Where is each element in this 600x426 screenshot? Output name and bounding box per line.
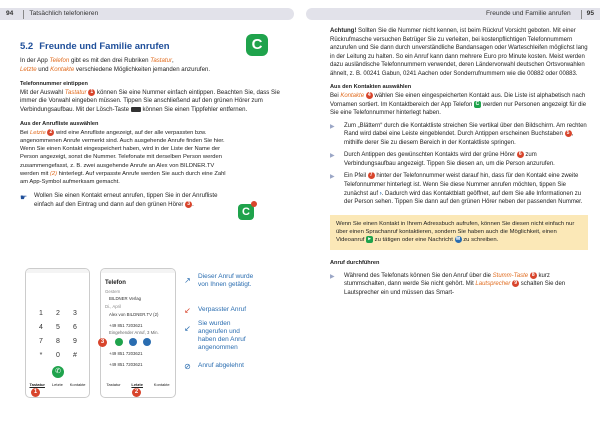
instruction-step: ▶ Während des Telefonats können Sie den Anruf über die Stumm-Taste 8 kurz stummschalten, dann werde Sie nicht gehört. Mit Lautsprecher 9 schalten Sie den Lautsprecher ein und müssen das Smart- xyxy=(330,271,566,296)
tab-kontakte[interactable]: Kontakte xyxy=(69,382,86,387)
list-item-detail: Eingehender Anruf, 3 Min. xyxy=(109,330,159,335)
subheading-nummer-eintippen: Telefonnummer eintippen xyxy=(20,80,88,87)
intro-paragraph: In der App Telefon gibt es mit den drei Rubriken Tastatur, Letzte und Kontakte verschiedene Möglichkeiten jemanden anzurufen. xyxy=(20,57,211,74)
message-icon: ✉ xyxy=(455,236,461,243)
callout-badge: 5 xyxy=(565,130,572,137)
subheading-anruf-durchfuehren: Anruf durchführen xyxy=(330,259,380,266)
list-section: Di., April xyxy=(105,304,121,309)
callout-badge: 2 xyxy=(47,129,54,136)
instruction-step: ▶ Zum „Blättern“ durch die Kontaktliste streichen Sie vertikal über den Bildschirm. Am rechten Rand wird dabei eine Leiste eingeblendet. Durch Antippen erscheinen Buchstaben 5 , mithilfe derer Sie zu diesem Bereich in der Kontaktliste springen. xyxy=(330,122,587,146)
dial-key[interactable]: 6 xyxy=(73,324,77,331)
info-note: Wenn Sie einen Kontakt in Ihrem Adressbuch aufrufen, können Sie diesen nicht einfach nur über einen Sprachanruf kontaktieren, sondern Sie haben auch die Möglichkeit, einen Videoanruf ▸ zu tätigen oder eine Nachricht ✉ zu schreiben. xyxy=(330,215,588,250)
rejected-call-icon: ⊘ xyxy=(184,361,191,371)
instruction-step: ▶ Ein Pfeil 7 hinter der Telefonnummer weist darauf hin, dass für den Kontakt eine zweite Telefonnummer hinterlegt ist. Wenn Sie diese Nummer anrufen möchten, tippen Sie zunächst auf ›. Dadurch wird das Kontaktblatt geöffnet, auf dem Sie alle Informationen zu der Person sehen. Tippen Sie dann auf den grünen Hörer neben der passenden Nummer. xyxy=(330,172,583,206)
callout-badge: 6 xyxy=(517,151,524,158)
instruction-step: ▶ Durch Antippen des gewünschten Kontakts wird der grüne Hörer 6 zum Verbindungsaufbau angezeigt. Tippen Sie diesen an, um die Person anzurufen. xyxy=(330,151,555,167)
incoming-call-icon: ↙ xyxy=(184,323,191,333)
header-divider xyxy=(581,10,582,19)
message-button[interactable] xyxy=(143,338,151,346)
legend-outgoing: Dieser Anruf wurde von Ihnen getätigt. xyxy=(198,273,254,289)
backspace-icon xyxy=(131,107,141,112)
left-page-content xyxy=(20,24,292,218)
page-number: 95 xyxy=(586,10,594,18)
app-title: Telefon xyxy=(105,280,126,286)
telefon-app-icon-with-count: C xyxy=(238,204,254,220)
legend-missed: Verpasster Anruf xyxy=(198,306,247,313)
telefon-app-icon: C xyxy=(475,100,480,107)
phone-screenshot-call-list xyxy=(100,268,176,398)
dial-key[interactable]: * xyxy=(39,352,43,359)
callout-badge: 1 xyxy=(88,89,95,96)
missed-call-icon: ↙ xyxy=(184,305,191,315)
legend-rejected: Anruf abgelehnt xyxy=(198,362,244,369)
phone-screenshot-dialpad xyxy=(25,268,90,398)
pointer-hint: ☛ Wollen Sie einen Kontakt erneut anrufen, tippen Sie in der Anrufliste einfach auf den Eintrag und dann auf den grünen Hörer 3 . xyxy=(20,192,218,208)
dial-key[interactable]: # xyxy=(73,352,77,359)
subheading-kontakte: Aus den Kontakten auswählen xyxy=(330,84,412,91)
callout-badge: 3 xyxy=(98,338,107,347)
dial-key[interactable]: 7 xyxy=(39,338,43,345)
right-page-header xyxy=(306,8,600,20)
right-page-content xyxy=(330,24,588,297)
dial-key[interactable]: 1 xyxy=(39,310,43,317)
header-title: Freunde und Familie anrufen xyxy=(485,10,571,18)
step-bullet-icon: ▶ xyxy=(330,153,335,160)
section-title: 5.2 Freunde und Familie anrufen xyxy=(20,41,170,52)
chevron-right-icon: › xyxy=(379,190,382,197)
callout-badge: 1 xyxy=(31,388,40,397)
missed-call-dot xyxy=(251,201,257,207)
tab-kontakte[interactable]: Kontakte xyxy=(153,382,170,387)
list-item[interactable]: +49 851 7203621 xyxy=(109,351,143,356)
subheading-anrufliste: Aus der Anrufliste auswählen xyxy=(20,120,99,127)
callout-badge: 4 xyxy=(366,92,373,99)
legend-incoming: Sie wurden angerufen und haben den Anruf angenommen xyxy=(198,320,246,352)
bottom-tabs xyxy=(101,382,175,388)
dial-key[interactable]: 0 xyxy=(56,352,60,359)
step-bullet-icon: ▶ xyxy=(330,273,335,280)
list-item[interactable]: +49 851 7203621 xyxy=(109,362,143,367)
video-call-icon: ▸ xyxy=(366,236,373,243)
callout-badge: 2 xyxy=(132,388,141,397)
bottom-tabs xyxy=(26,382,89,388)
telefon-app-icon: C xyxy=(246,34,268,56)
step-bullet-icon: ▶ xyxy=(330,123,335,130)
header-divider xyxy=(23,10,24,19)
paragraph-kontakte: Bei Kontakte 4 wählen Sie einen eingespeicherten Kontakt aus. Die Liste ist alphabetisch nach Vornamen sortiert. Im Kontaktbereich der App Telefon C werden nur Personen angezeigt für die Sie eine Telefonnummer hinterlegt haben. xyxy=(330,92,587,117)
list-item[interactable]: BILDNER Verlag xyxy=(109,296,142,301)
call-button[interactable]: ✆ xyxy=(52,366,64,378)
status-bar xyxy=(26,269,89,273)
dial-key[interactable]: 9 xyxy=(73,338,77,345)
left-page-header xyxy=(0,8,294,20)
pointing-hand-icon: ☛ xyxy=(20,193,28,203)
tab-tastatur[interactable]: Tastatur xyxy=(106,382,121,387)
dial-key[interactable]: 8 xyxy=(56,338,60,345)
tab-letzte[interactable]: Letzte xyxy=(51,382,63,387)
call-button[interactable] xyxy=(115,338,123,346)
callout-badge: 7 xyxy=(368,172,375,179)
list-item[interactable]: Alex von BILDNER.TV (2) xyxy=(109,312,159,317)
dial-key[interactable]: 2 xyxy=(56,310,60,317)
status-bar xyxy=(101,269,175,273)
step-bullet-icon: ▶ xyxy=(330,174,335,181)
list-section: Gestern xyxy=(105,289,121,294)
paragraph-nummer-eintippen: Mit der Auswahl Tastatur 1 können Sie eine Nummer einfach eintippen. Beachten Sie, dass Sie immer die Vorwahl eingeben müssen. Tippen Sie anschließend auf den grünen Hörer zum Verbindungsaufbau. Mit der Lösch-Taste können Sie einen Tippfehler entfernen. xyxy=(20,88,280,114)
dial-key[interactable]: 3 xyxy=(73,310,77,317)
warning-paragraph: Achtung! Sollten Sie die Nummer nicht kennen, ist beim Rückruf Vorsicht geboten. Mit einer Rückrufmasche versuchen Betrüger Sie zu verleiten, bei kostenpflichtigen Telefonnummern anzurufen und Sie dann durch unverständliche Bandansagen oder Warteschleifen möglichst lang in der Leitung zu halten. So ein Anruf kann dann mehrere Euro pro Minute kosten. Meist werden dazu ausländische Telefonnummern verwendet, deren Ländervorwahl deutschen Ortsvorwahlen ähnelt, z. B. 00241 Gabun, 0241 Aachen oder Sonderrufnummern wie die 00882 oder 00883. xyxy=(330,28,588,77)
callout-badge: 8 xyxy=(530,272,537,279)
outgoing-call-icon: ↗ xyxy=(184,275,191,285)
callout-badge: 3 xyxy=(185,201,192,208)
dial-key[interactable]: 4 xyxy=(39,324,43,331)
dial-key[interactable]: 5 xyxy=(56,324,60,331)
tab-letzte[interactable]: Letzte xyxy=(131,382,143,387)
list-item[interactable]: +49 851 7203621 xyxy=(109,323,143,328)
page-number: 94 xyxy=(6,10,14,18)
paragraph-anrufliste: Bei Letzte 2 wird eine Anrufliste angezeigt, auf der alle verpassten bzw. angenommenen Anrufe vermerkt sind. Auch ausgehende Anrufe finden Sie hier. Wenn Sie einen Kontakt eingespeichert haben, wird in der Liste der Name der Person angezeigt, sonst die Nummer. Telefonate mit derselben Person werden zusammengefasst, z. B. zwei ausgehende Anrufe an Alex von BILDNER.TV werden mit (2) hinterlegt. Auf verpasste Anrufe werden Sie auch durch eine Zahl am App-Symbol aufmerksam gemacht. xyxy=(20,128,226,186)
tab-tastatur[interactable]: Tastatur xyxy=(29,382,45,387)
header-title: Tatsächlich telefonieren xyxy=(29,10,99,18)
video-call-button[interactable] xyxy=(129,338,137,346)
callout-badge: 9 xyxy=(512,280,519,287)
